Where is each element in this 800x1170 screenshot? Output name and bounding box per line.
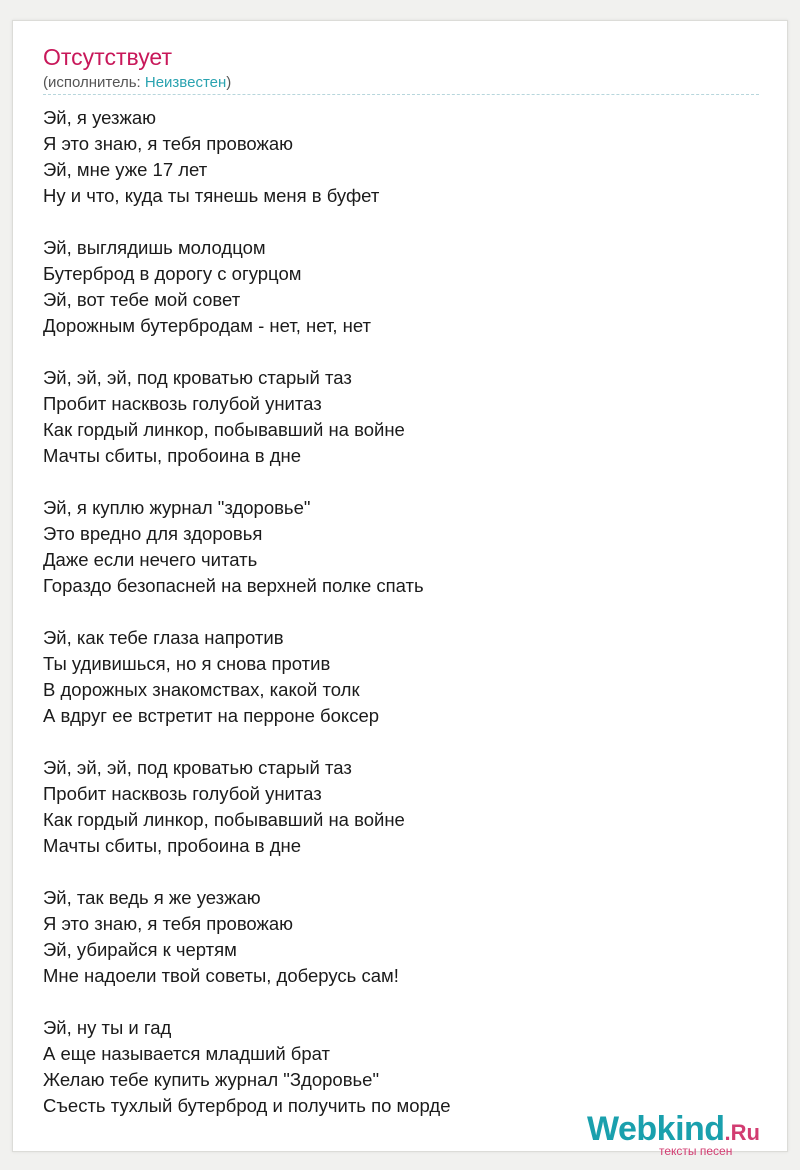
lyrics-line: Это вредно для здоровья: [43, 523, 263, 544]
lyrics-line: А еще называется младший брат: [43, 1043, 331, 1064]
lyrics-line: Гораздо безопасней на верхней полке спать: [43, 575, 424, 596]
lyrics-line: А вдруг ее встретит на перроне боксер: [43, 705, 380, 726]
lyrics-line: Эй, я куплю журнал "здоровье": [43, 497, 311, 518]
title-divider: [43, 94, 759, 95]
logo-tld: .Ru: [724, 1120, 760, 1145]
song-title: Отсутствует: [43, 44, 172, 70]
lyrics-line: Эй, так ведь я же уезжаю: [43, 887, 261, 908]
lyrics-line: Эй, выглядишь молодцом: [43, 237, 266, 258]
artist-suffix: ): [226, 74, 232, 91]
lyrics-line: Пробит насквозь голубой унитаз: [43, 393, 322, 414]
lyrics-line: Эй, вот тебе мой совет: [43, 289, 241, 310]
lyrics-card: [12, 20, 788, 1158]
artist-prefix: (исполнитель:: [43, 74, 145, 91]
lyrics-line: Эй, я уезжаю: [43, 107, 157, 128]
lyrics-line: Мне надоели твой советы, доберусь сам!: [43, 965, 399, 986]
logo-tagline: тексты песен: [659, 1144, 733, 1158]
lyrics-stanza: [43, 495, 763, 599]
lyrics-line: Как гордый линкор, побывавший на войне: [43, 419, 405, 440]
lyrics-stanza: [43, 625, 763, 729]
artist-link[interactable]: Неизвестен: [144, 74, 227, 91]
lyrics-line: Пробит насквозь голубой унитаз: [43, 783, 322, 804]
lyrics-line: Бутерброд в дорогу с огурцом: [43, 263, 302, 284]
lyrics-line: Съесть тухлый бутерброд и получить по морде: [43, 1095, 451, 1116]
lyrics-stanza: [43, 365, 763, 469]
lyrics-stanza: [43, 1015, 763, 1119]
logo-word: Webkind: [587, 1110, 725, 1148]
lyrics-line: Эй, убирайся к чертям: [43, 939, 237, 960]
lyrics-stanza: [43, 885, 763, 989]
lyrics-line: Я это знаю, я тебя провожаю: [43, 913, 294, 934]
lyrics-stanza: [43, 235, 763, 339]
webkind-logo[interactable]: [587, 1109, 787, 1169]
lyrics-line: Ну и что, куда ты тянешь меня в буфет: [43, 185, 380, 206]
lyrics-line: Эй, эй, эй, под кроватью старый таз: [43, 367, 352, 388]
lyrics-line: Эй, эй, эй, под кроватью старый таз: [43, 757, 352, 778]
lyrics-line: Мачты сбиты, пробоина в дне: [43, 835, 302, 856]
lyrics-line: Мачты сбиты, пробоина в дне: [43, 445, 302, 466]
lyrics-line: В дорожных знакомствах, какой толк: [43, 679, 360, 700]
lyrics-line: Эй, мне уже 17 лет: [43, 159, 208, 180]
lyrics-stanza: [43, 105, 763, 209]
lyrics-line: Даже если нечего читать: [43, 549, 258, 570]
artist-line: [43, 73, 231, 93]
lyrics-body: [43, 105, 763, 1145]
lyrics-line: Эй, как тебе глаза напротив: [43, 627, 284, 648]
lyrics-line: Эй, ну ты и гад: [43, 1017, 172, 1038]
lyrics-line: Дорожным бутербродам - нет, нет, нет: [43, 315, 371, 336]
lyrics-line: Как гордый линкор, побывавший на войне: [43, 809, 405, 830]
lyrics-line: Ты удивишься, но я снова против: [43, 653, 331, 674]
lyrics-line: Я это знаю, я тебя провожаю: [43, 133, 294, 154]
lyrics-line: Желаю тебе купить журнал "Здоровье": [43, 1069, 380, 1090]
lyrics-stanza: [43, 755, 763, 859]
